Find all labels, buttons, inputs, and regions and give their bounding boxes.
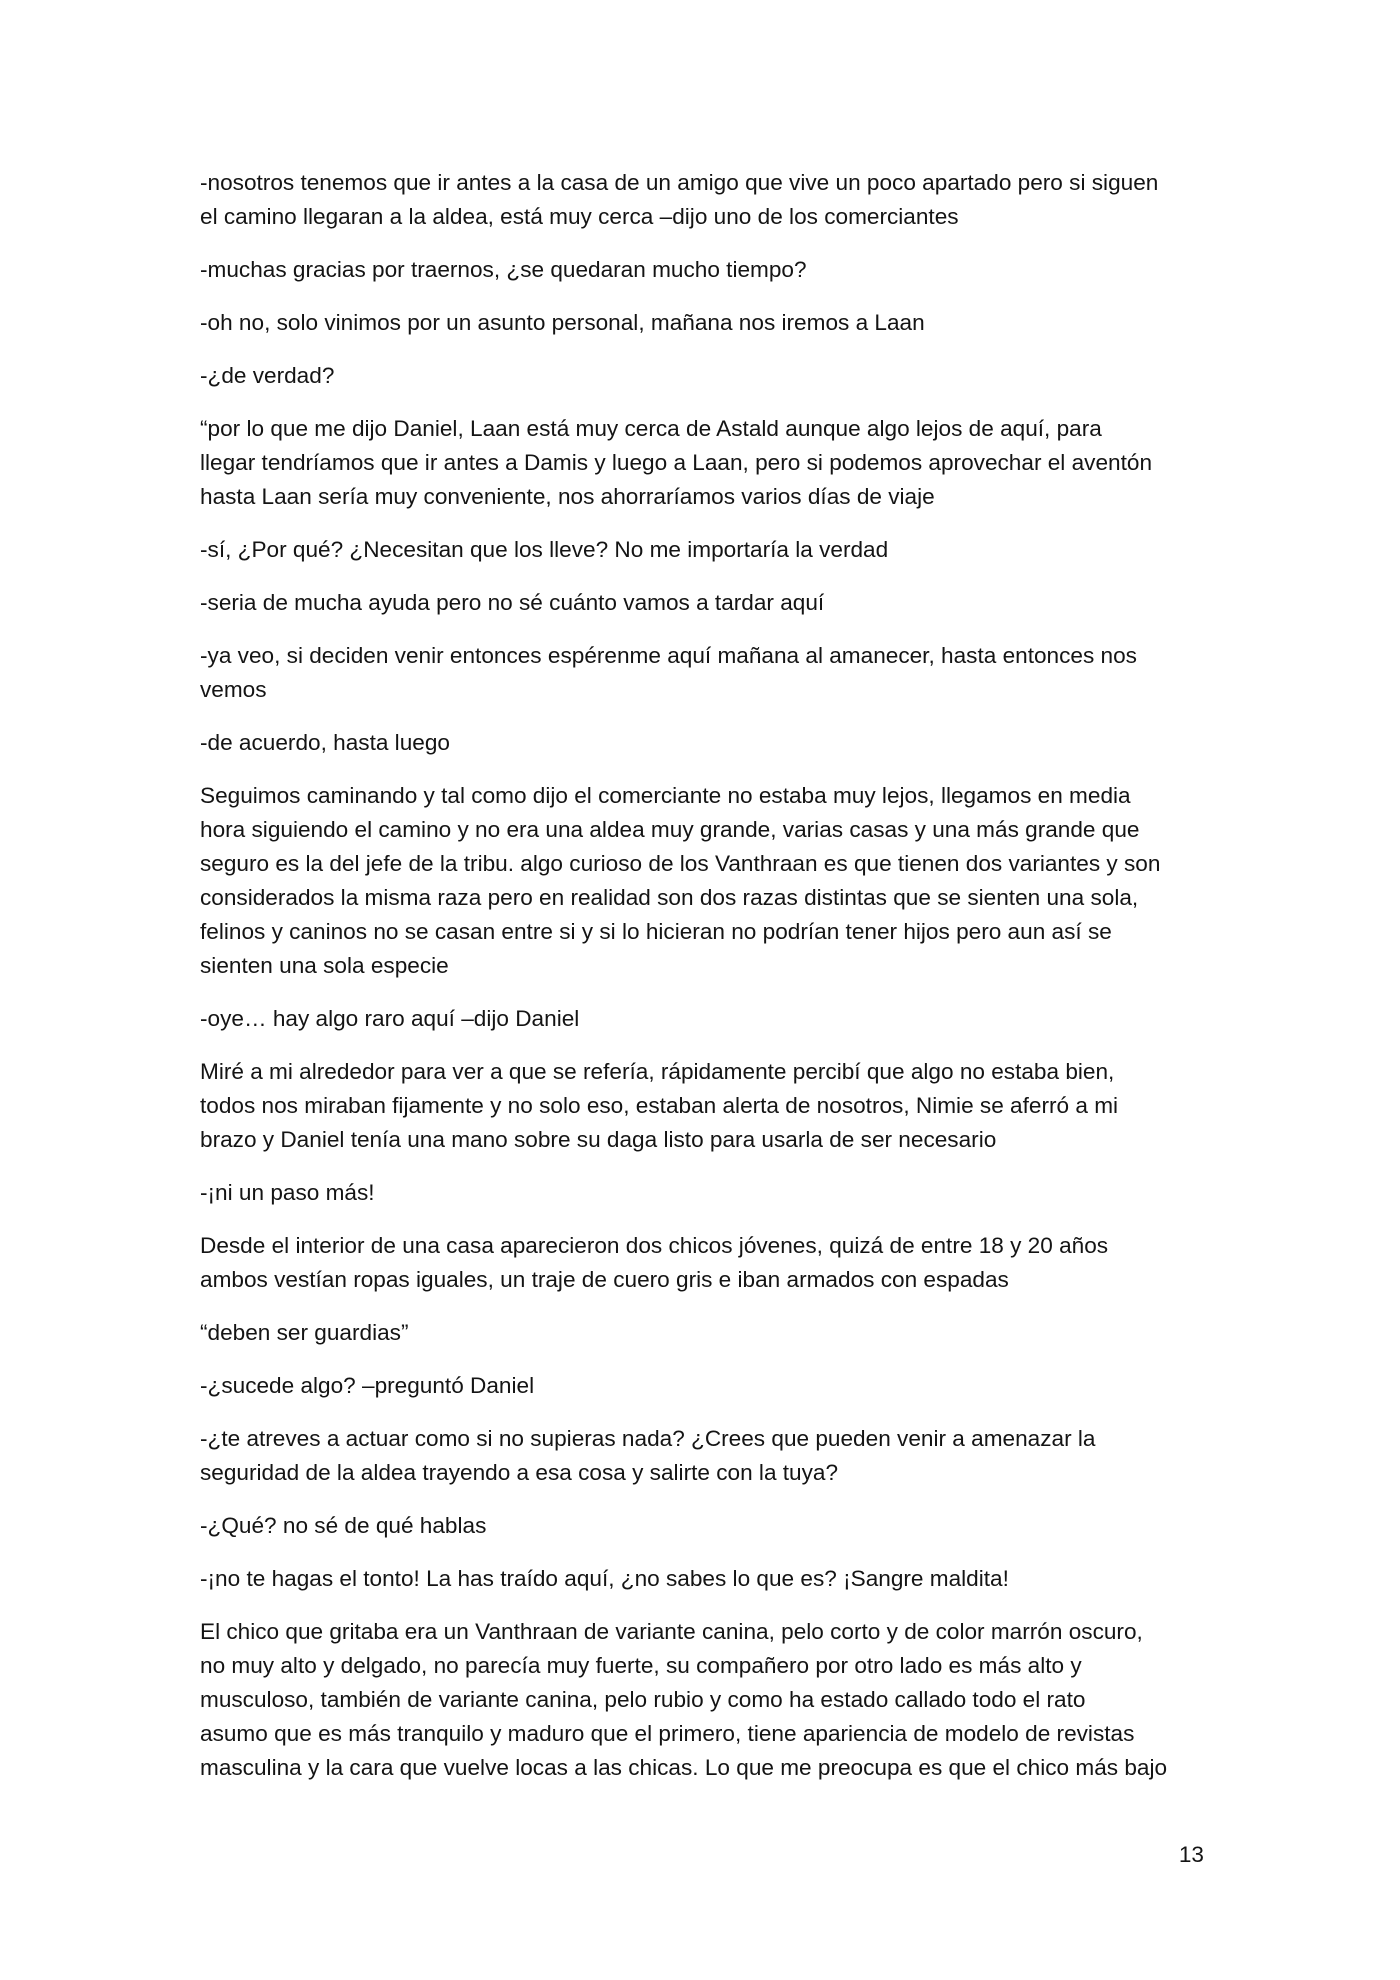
text-line: -oye… hay algo raro aquí –dijo Daniel [200,1006,580,1031]
text-line: -¿Qué? no sé de qué hablas [200,1513,487,1538]
text-line: llegar tendríamos que ir antes a Damis y luego a Laan, pero si podemos aprovechar el aventón [200,450,1153,475]
text-line: -de acuerdo, hasta luego [200,730,450,755]
text-line: el camino llegaran a la aldea, está muy cerca –dijo uno de los comerciantes [200,204,959,229]
text-line: felinos y caninos no se casan entre si y si lo hicieran no podrían tener hijos pero aun así se [200,919,1112,944]
paragraph [200,166,1204,234]
text-line: hora siguiendo el camino y no era una aldea muy grande, varias casas y una más grande que [200,817,1140,842]
paragraph [200,1055,1204,1157]
paragraph [200,1229,1204,1297]
page-number: 13 [1178,1842,1204,1867]
paragraph [200,726,1204,760]
text-line: considerados la misma raza pero en realidad son dos razas distintas que se sienten una sola, [200,885,1139,910]
text-line: -muchas gracias por traernos, ¿se quedaran mucho tiempo? [200,257,807,282]
paragraph [200,359,1204,393]
text-line: -¡ni un paso más! [200,1180,375,1205]
text-line: -sí, ¿Por qué? ¿Necesitan que los lleve? No me importaría la verdad [200,537,889,562]
text-line: seguro es la del jefe de la tribu. algo curioso de los Vanthraan es que tienen dos variantes y son [200,851,1161,876]
text-line: Desde el interior de una casa aparecieron dos chicos jóvenes, quizá de entre 18 y 20 años [200,1233,1109,1258]
text-line: -oh no, solo vinimos por un asunto personal, mañana nos iremos a Laan [200,310,925,335]
text-line: brazo y Daniel tenía una mano sobre su daga listo para usarla de ser necesario [200,1127,997,1152]
paragraph [200,1509,1204,1543]
paragraph [200,253,1204,287]
paragraph [200,1176,1204,1210]
text-line: ambos vestían ropas iguales, un traje de cuero gris e iban armados con espadas [200,1267,1009,1292]
text-line: -seria de mucha ayuda pero no sé cuánto vamos a tardar aquí [200,590,825,615]
text-line: Miré a mi alrededor para ver a que se refería, rápidamente percibí que algo no estaba bien, [200,1059,1115,1084]
text-line: seguridad de la aldea trayendo a esa cosa y salirte con la tuya? [200,1460,839,1485]
text-line: -¿sucede algo? –preguntó Daniel [200,1373,535,1398]
text-line: todos nos miraban fijamente y no solo eso, estaban alerta de nosotros, Nimie se aferró a mi [200,1093,1119,1118]
text-line: asumo que es más tranquilo y maduro que el primero, tiene apariencia de modelo de revistas [200,1721,1135,1746]
paragraph [200,1002,1204,1036]
paragraph [200,639,1204,707]
text-line: -nosotros tenemos que ir antes a la casa de un amigo que vive un poco apartado pero si siguen [200,170,1159,195]
paragraph [200,306,1204,340]
paragraph [200,1562,1204,1596]
text-line: “por lo que me dijo Daniel, Laan está muy cerca de Astald aunque algo lejos de aquí, para [200,416,1102,441]
text-line: “deben ser guardias” [200,1320,409,1345]
paragraph [200,1316,1204,1350]
text-line: -¿de verdad? [200,363,335,388]
paragraph [200,1369,1204,1403]
text-line: hasta Laan sería muy conveniente, nos ahorraríamos varios días de viaje [200,484,935,509]
text-line: no muy alto y delgado, no parecía muy fuerte, su compañero por otro lado es más alto y [200,1653,1082,1678]
text-line: Seguimos caminando y tal como dijo el comerciante no estaba muy lejos, llegamos en media [200,783,1131,808]
paragraph [200,1422,1204,1490]
body-text [200,166,1204,1804]
text-line: vemos [200,677,267,702]
paragraph [200,412,1204,514]
text-line: sienten una sola especie [200,953,449,978]
text-line: -ya veo, si deciden venir entonces espérenme aquí mañana al amanecer, hasta entonces nos [200,643,1137,668]
text-line: El chico que gritaba era un Vanthraan de variante canina, pelo corto y de color marrón oscuro, [200,1619,1143,1644]
paragraph [200,533,1204,567]
paragraph [200,1615,1204,1785]
paragraph [200,779,1204,983]
text-line: masculina y la cara que vuelve locas a las chicas. Lo que me preocupa es que el chico más bajo [200,1755,1168,1780]
text-line: -¡no te hagas el tonto! La has traído aquí, ¿no sabes lo que es? ¡Sangre maldita! [200,1566,1009,1591]
text-line: -¿te atreves a actuar como si no supieras nada? ¿Crees que pueden venir a amenazar la [200,1426,1096,1451]
paragraph [200,586,1204,620]
text-line: musculoso, también de variante canina, pelo rubio y como ha estado callado todo el rato [200,1687,1086,1712]
